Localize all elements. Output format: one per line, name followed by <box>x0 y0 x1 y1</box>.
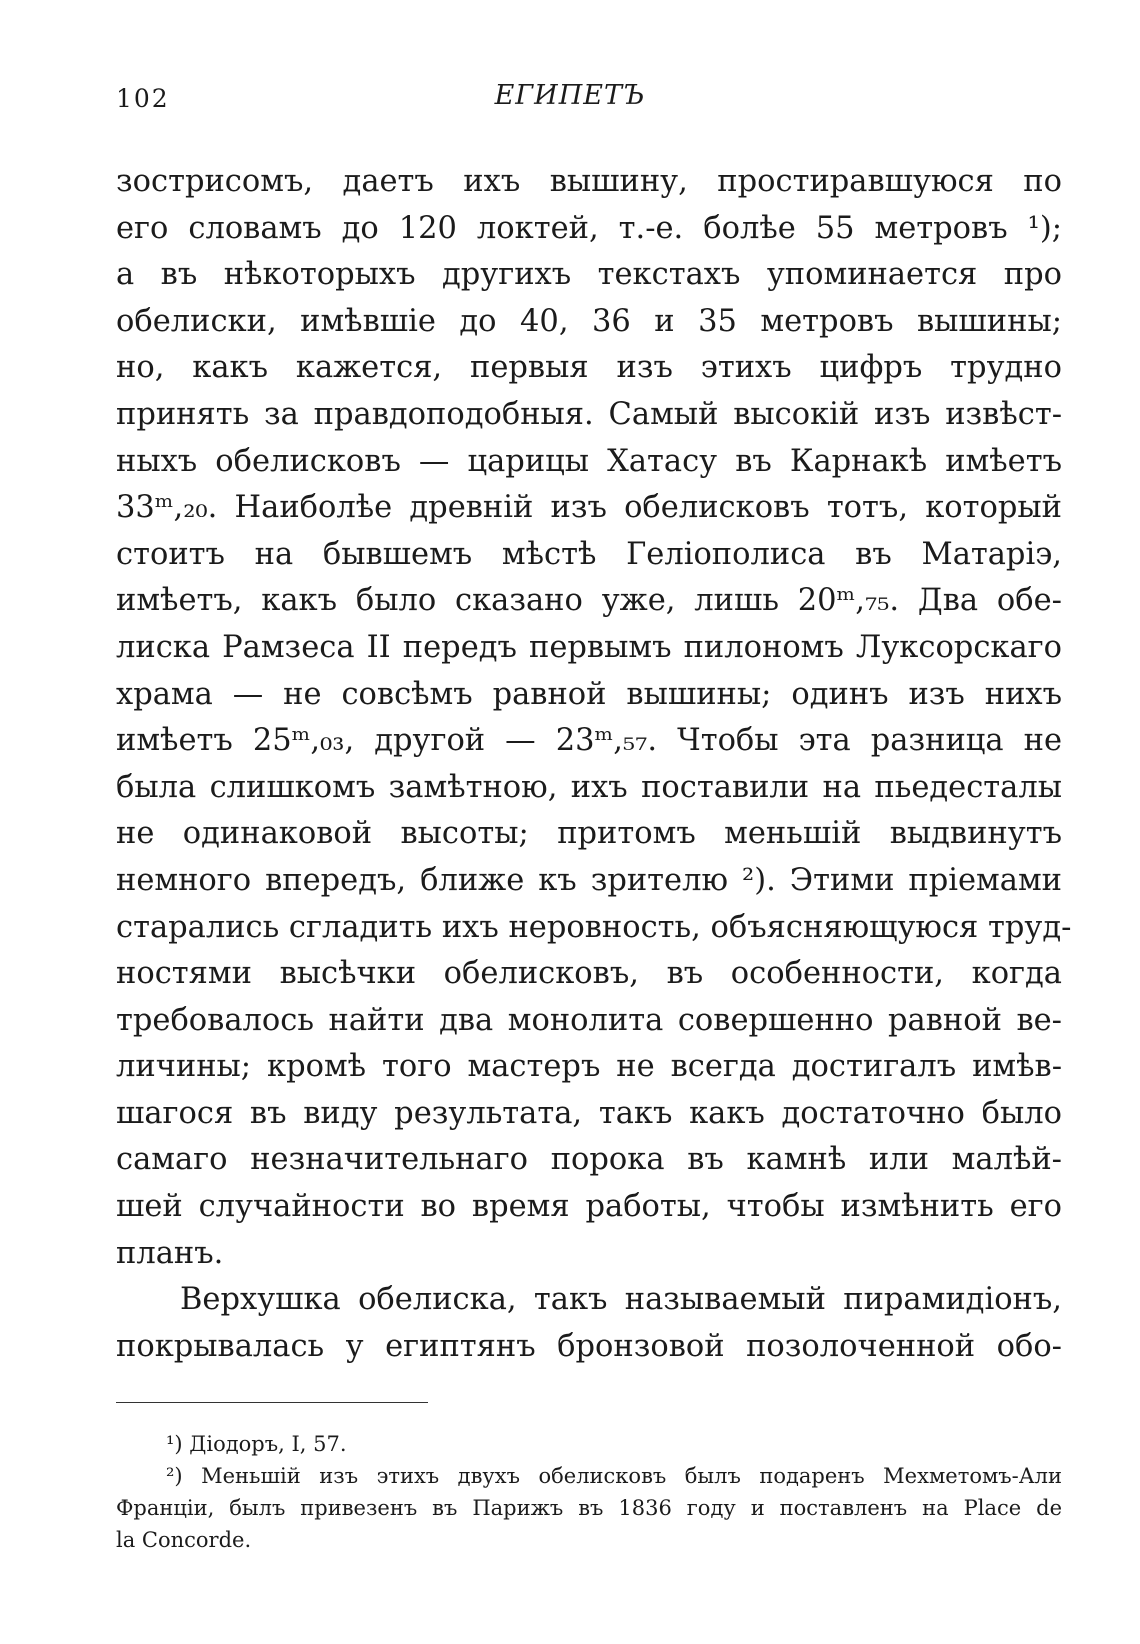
text-line: шагося въ виду результата, такъ какъ достаточно было <box>116 1095 1062 1131</box>
text-line: 33ᵐ,₂₀. Наиболѣе древній изъ обелисковъ тотъ, который <box>116 490 1062 526</box>
text-line: но, какъ кажется, первыя изъ этихъ цифръ трудно <box>116 350 1062 386</box>
text-line: Верхушка обелиска, такъ называемый пирамидіонъ, <box>180 1282 1062 1318</box>
body-text <box>116 159 1072 1370</box>
footnote-line: Франціи, былъ привезенъ въ Парижъ въ 1836 году и поставленъ на Place de <box>116 1496 1062 1520</box>
footnote-line: ¹) Діодоръ, I, 57. <box>166 1432 347 1456</box>
text-line: самаго незначительнаго порока въ камнѣ или малѣй- <box>116 1142 1062 1178</box>
text-line: личины; кромѣ того мастеръ не всегда достигалъ имѣв- <box>116 1049 1062 1085</box>
text-line: ностями высѣчки обелисковъ, въ особенности, когда <box>116 956 1062 992</box>
text-line: шей случайности во время работы, чтобы измѣнить его <box>116 1189 1062 1225</box>
running-title: ЕГИПЕТЪ <box>494 80 646 111</box>
footnote-line: ²) Меньшій изъ этихъ двухъ обелисковъ былъ подаренъ Мехметомъ-Али <box>166 1464 1062 1488</box>
text-line: старались сгладить ихъ неровность, объясняющуюся труд- <box>116 909 1072 945</box>
text-line: храма — не совсѣмъ равной вышины; одинъ изъ нихъ <box>116 676 1062 712</box>
text-line: была слишкомъ замѣтною, ихъ поставили на пьедесталы <box>116 769 1062 805</box>
text-line: планъ. <box>116 1235 224 1271</box>
page-number: 102 <box>116 84 170 113</box>
text-line: ныхъ обелисковъ — царицы Хатасу въ Карнакѣ имѣетъ <box>116 443 1062 479</box>
text-line: покрывалась у египтянъ бронзовой позолоченной обо- <box>116 1328 1062 1364</box>
footnote-line: la Concorde. <box>116 1528 252 1552</box>
text-line: немного впередъ, ближе къ зрителю ²). Этими пріемами <box>116 862 1062 898</box>
text-line: его словамъ до 120 локтей, т.-е. болѣе 55 метровъ ¹); <box>116 210 1062 246</box>
footnote-rule <box>116 1402 428 1403</box>
text-line: зострисомъ, даетъ ихъ вышину, простиравшуюся по <box>116 164 1062 199</box>
text-line: лиска Рамзеса II передъ первымъ пилономъ Луксорскаго <box>116 629 1062 665</box>
text-line: не одинаковой высоты; притомъ меньшій выдвинутъ <box>116 816 1062 852</box>
text-line: имѣетъ, какъ было сказано уже, лишь 20ᵐ,₇₅. Два обе- <box>116 583 1062 619</box>
text-line: требовалось найти два монолита совершенно равной ве- <box>116 1002 1062 1038</box>
footnotes <box>116 1428 1062 1556</box>
text-line: обелиски, имѣвшіе до 40, 36 и 35 метровъ вышины; <box>116 303 1062 339</box>
text-line: имѣетъ 25ᵐ,₀₃, другой — 23ᵐ,₅₇. Чтобы эта разница не <box>116 723 1062 759</box>
text-line: принять за правдоподобныя. Самый высокій изъ извѣст- <box>116 396 1062 432</box>
text-line: а въ нѣкоторыхъ другихъ текстахъ упоминается про <box>116 257 1062 293</box>
text-line: стоитъ на бывшемъ мѣстѣ Геліополиса въ Матаріэ, <box>116 536 1062 572</box>
